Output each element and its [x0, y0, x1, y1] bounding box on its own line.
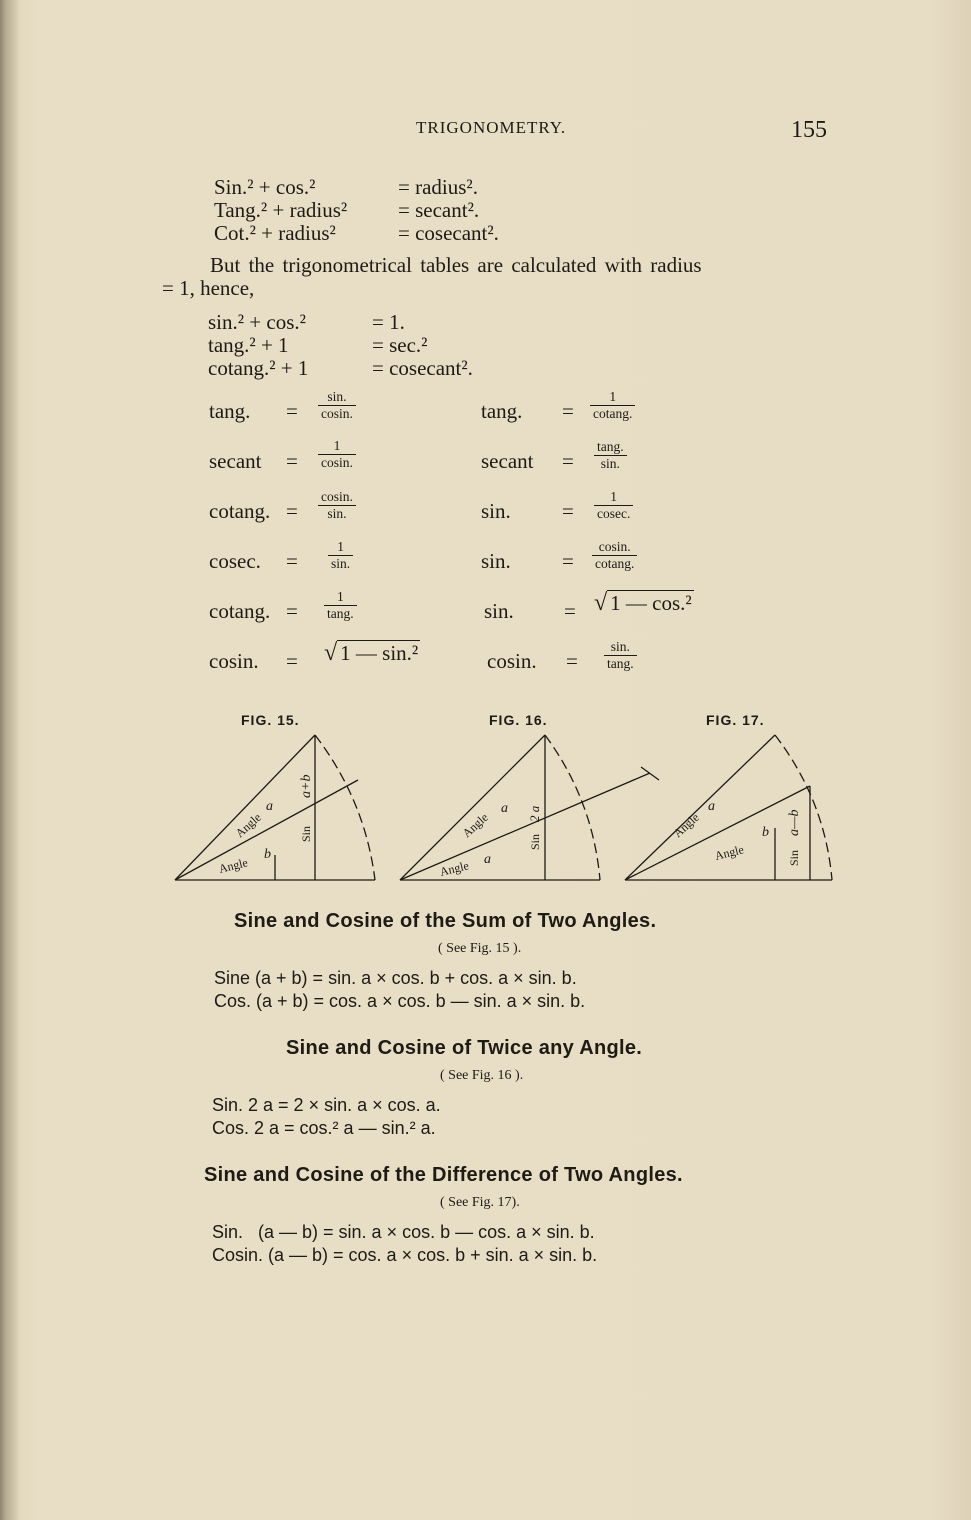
- angle-letter: a: [708, 799, 715, 814]
- identity-left: tang.² + 1: [208, 333, 289, 357]
- ratio-fraction: [318, 489, 356, 522]
- ratio-label: tang.: [209, 399, 251, 423]
- angle-letter: a: [266, 799, 273, 814]
- ratio-equals: =: [286, 449, 298, 473]
- fraction-numerator: 1: [609, 389, 617, 404]
- prose-line: = 1, hence,: [162, 276, 255, 300]
- identity-left: Tang.² + radius²: [214, 198, 348, 222]
- fraction-numerator: sin.: [327, 389, 347, 404]
- fraction-numerator: sin.: [610, 639, 630, 654]
- ratio-equals: =: [286, 399, 298, 423]
- identity-right: = sec.²: [372, 333, 428, 357]
- ratio-label: secant: [209, 449, 262, 473]
- identity-left: sin.² + cos.²: [208, 310, 306, 334]
- fraction-numerator: cosin.: [598, 539, 631, 554]
- difference-label: a—b: [787, 809, 802, 836]
- angle-letter: b: [762, 825, 769, 840]
- sum-label: a+b: [299, 774, 314, 798]
- ratio-equals: =: [286, 649, 298, 673]
- fraction-denominator: cosec.: [594, 505, 633, 522]
- fraction-denominator: cotang.: [590, 405, 635, 422]
- book-binding-edge: [0, 0, 20, 1520]
- ray-a: [625, 735, 775, 880]
- radicand: 1 — cos.²: [607, 590, 694, 615]
- fraction-denominator: tang.: [324, 605, 357, 622]
- fraction-numerator: 1: [610, 489, 618, 504]
- ratio-label: cotang.: [209, 599, 271, 623]
- ratio-fraction: [604, 639, 637, 672]
- angle-letter: a: [501, 801, 508, 816]
- ratio-label: tang.: [481, 399, 523, 423]
- prose-line: But the trigonometrical tables are calculated with radius: [210, 253, 702, 277]
- ratio-label: cosin.: [209, 649, 259, 673]
- radical-sign: √: [594, 590, 608, 616]
- figure-label: FIG. 15.: [241, 712, 300, 728]
- identity-left: cotang.² + 1: [208, 356, 309, 380]
- formula-line: Sin. 2 a = 2 × sin. a × cos. a.: [212, 1095, 441, 1115]
- ratio-fraction: [590, 389, 635, 422]
- ratio-equals: =: [286, 499, 298, 523]
- fraction-denominator: cosin.: [318, 454, 356, 471]
- formula-line: Sin. (a — b) = sin. a × cos. b — cos. a × sin. b.: [212, 1222, 595, 1242]
- square-root-expression: [594, 590, 694, 617]
- ratio-label: sin.: [481, 549, 511, 573]
- figure-17-diagram: [620, 730, 840, 885]
- fraction-denominator: sin.: [594, 455, 627, 472]
- radicand: 1 — sin.²: [337, 640, 420, 665]
- fraction-denominator: tang.: [604, 655, 637, 672]
- ratio-fraction: [318, 389, 356, 422]
- ratio-label: cotang.: [209, 499, 271, 523]
- angle-label: Angle: [459, 810, 491, 841]
- formula-line: Cos. (a + b) = cos. a × cos. b — sin. a × sin. b.: [214, 991, 586, 1011]
- sine-label: Sin: [299, 825, 313, 842]
- ratio-label: sin.: [481, 499, 511, 523]
- ratio-fraction: [318, 438, 356, 471]
- figure-label: FIG. 17.: [706, 712, 765, 728]
- radical-sign: √: [324, 640, 338, 666]
- ratio-equals: =: [566, 649, 578, 673]
- section-title: Sine and Cosine of the Difference of Two Angles.: [204, 1164, 683, 1186]
- ratio-fraction: [324, 589, 357, 622]
- fraction-denominator: sin.: [318, 505, 356, 522]
- ratio-equals: =: [562, 549, 574, 573]
- fraction-numerator: cosin.: [321, 489, 353, 504]
- formula-line: Cos. 2 a = cos.² a — sin.² a.: [212, 1118, 436, 1138]
- identity-right: = radius².: [398, 175, 478, 199]
- ratio-label: cosin.: [487, 649, 537, 673]
- sine-label: Sin: [787, 849, 801, 866]
- identity-left: Sin.² + cos.²: [214, 175, 316, 199]
- fraction-numerator: 1: [333, 438, 341, 453]
- ratio-fraction: [592, 539, 637, 572]
- angle-label: Angle: [713, 842, 746, 863]
- sine-label: Sin: [528, 833, 542, 850]
- figure-label: FIG. 16.: [489, 712, 548, 728]
- ray-a: [400, 773, 650, 880]
- figure-reference: ( See Fig. 16 ).: [440, 1068, 524, 1083]
- fraction-numerator: 1: [337, 539, 344, 554]
- figure-15-diagram: [170, 730, 385, 885]
- ratio-fraction: [594, 489, 633, 522]
- angle-label: Angle: [217, 855, 250, 876]
- fraction-denominator: cotang.: [592, 555, 637, 572]
- running-title: TRIGONOMETRY.: [416, 118, 567, 137]
- figure-reference: ( See Fig. 15 ).: [438, 941, 522, 956]
- ratio-label: cosec.: [209, 549, 261, 573]
- ratio-fraction: [328, 539, 353, 572]
- identity-left: Cot.² + radius²: [214, 221, 336, 245]
- ray-2a: [400, 735, 545, 880]
- ratio-label: sin.: [484, 599, 514, 623]
- ratio-equals: =: [562, 449, 574, 473]
- angle-label: Angle: [232, 810, 264, 841]
- page-number: 155: [791, 117, 827, 143]
- square-root-expression: [324, 640, 420, 667]
- fraction-numerator: 1: [336, 589, 344, 604]
- arc: [545, 735, 600, 880]
- arc: [775, 735, 832, 880]
- formula-line: Sine (a + b) = sin. a × cos. b + cos. a × sin. b.: [214, 968, 577, 988]
- ratio-equals: =: [286, 599, 298, 623]
- identity-right: = cosecant².: [372, 356, 473, 380]
- angle-label: Angle: [438, 858, 471, 879]
- ratio-fraction: [594, 439, 627, 472]
- ray-a: [175, 780, 358, 880]
- angle-label: Angle: [670, 810, 702, 841]
- angle-letter: b: [264, 847, 271, 862]
- figure-reference: ( See Fig. 17).: [440, 1195, 520, 1210]
- fraction-numerator: tang.: [597, 439, 624, 454]
- angle-letter: a: [484, 852, 491, 867]
- identity-right: = secant².: [398, 198, 480, 222]
- ratio-equals: =: [562, 399, 574, 423]
- arc: [315, 735, 375, 880]
- double-angle-label: 2 a: [527, 805, 542, 822]
- section-title: Sine and Cosine of the Sum of Two Angles.: [234, 910, 657, 932]
- ratio-equals: =: [562, 499, 574, 523]
- identity-right: = cosecant².: [398, 221, 499, 245]
- fraction-denominator: cosin.: [318, 405, 356, 422]
- ratio-equals: =: [286, 549, 298, 573]
- section-title: Sine and Cosine of Twice any Angle.: [286, 1037, 643, 1059]
- ratio-label: secant: [481, 449, 534, 473]
- identity-right: = 1.: [372, 310, 405, 334]
- ray-a-minus-b: [625, 786, 810, 880]
- fraction-denominator: sin.: [328, 555, 353, 572]
- ratio-equals: =: [564, 599, 576, 623]
- formula-line: Cosin. (a — b) = cos. a × cos. b + sin. a × sin. b.: [212, 1245, 598, 1265]
